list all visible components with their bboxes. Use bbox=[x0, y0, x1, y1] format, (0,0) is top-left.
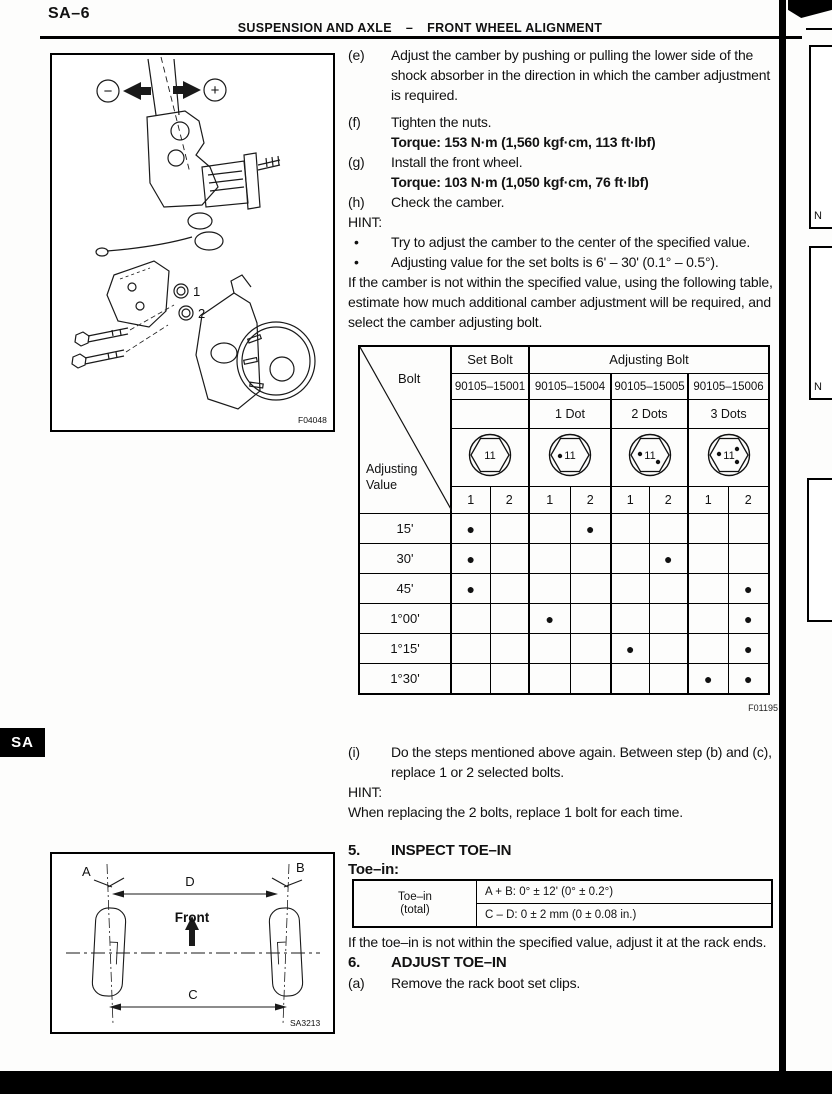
instruction-column bbox=[348, 45, 782, 993]
empty-cell bbox=[451, 604, 490, 634]
dim-arrow-icon bbox=[266, 891, 278, 898]
step-label: (h) bbox=[348, 194, 365, 210]
empty-cell bbox=[688, 544, 728, 574]
bolt-selection-dot: ● bbox=[611, 634, 649, 664]
adjusting-value-row bbox=[359, 664, 769, 695]
empty-cell bbox=[728, 544, 769, 574]
toe-paragraph: If the toe–in is not within the specified value, adjust it at the rack ends. bbox=[348, 934, 767, 950]
empty-cell bbox=[490, 664, 529, 695]
section-title: SUSPENSION AND AXLE bbox=[237, 21, 392, 35]
brake-disc bbox=[237, 322, 315, 400]
step-label: (e) bbox=[348, 47, 365, 63]
step-g bbox=[348, 152, 782, 172]
label-a: A bbox=[82, 864, 91, 879]
empty-cell bbox=[688, 634, 728, 664]
bolt-selection-dot: ● bbox=[728, 574, 769, 604]
toe-in-subheading: Toe–in: bbox=[348, 861, 399, 878]
facing-page-box bbox=[807, 478, 832, 622]
step-label: (f) bbox=[348, 114, 361, 130]
empty-cell bbox=[570, 664, 611, 695]
adjusting-value-label: 45' bbox=[359, 574, 451, 604]
spec-value: C – D: 0 ± 2 mm (0 ± 0.08 in.) bbox=[477, 904, 773, 928]
page-gutter-shadow bbox=[779, 0, 786, 1072]
dots-label: 3 Dots bbox=[688, 400, 769, 429]
set-bolt-head-icon bbox=[467, 449, 513, 481]
dim-arrow-icon bbox=[109, 1004, 121, 1011]
step-text: Install the front wheel. bbox=[391, 154, 523, 170]
toe-in-spec-table bbox=[352, 879, 773, 928]
heading-inspect-toe-in bbox=[348, 840, 782, 861]
empty-cell bbox=[529, 574, 570, 604]
bolt-selection-dot: ● bbox=[451, 574, 490, 604]
facing-page-box bbox=[809, 246, 832, 400]
bolt-selection-dot: ● bbox=[570, 514, 611, 544]
camber-bolt-table-wrap bbox=[358, 345, 782, 718]
adjusting-value-row bbox=[359, 514, 769, 544]
dots-label bbox=[451, 400, 529, 429]
spec-value: A + B: 0° ± 12' (0° ± 0.2°) bbox=[477, 880, 773, 904]
step-e bbox=[348, 45, 782, 105]
empty-cell bbox=[529, 514, 570, 544]
position-header: 1 bbox=[529, 487, 570, 514]
adjusting-value-row bbox=[359, 544, 769, 574]
empty-cell bbox=[490, 604, 529, 634]
part-label-2: 2 bbox=[198, 306, 206, 321]
label-b: B bbox=[296, 860, 305, 875]
right-tire bbox=[269, 907, 304, 996]
camber-bolt-table bbox=[358, 345, 770, 695]
bolt-selection-dot: ● bbox=[649, 544, 688, 574]
empty-cell bbox=[570, 634, 611, 664]
header-rule bbox=[40, 36, 802, 39]
position-header: 2 bbox=[490, 487, 529, 514]
adjusting-value-row bbox=[359, 574, 769, 604]
hint-label: HINT: bbox=[348, 784, 383, 800]
step-text: Check the camber. bbox=[391, 194, 505, 210]
facing-box-label: N bbox=[814, 381, 822, 393]
heading-title: ADJUST TOE–IN bbox=[391, 954, 507, 971]
tie-rod bbox=[107, 237, 192, 251]
empty-cell bbox=[649, 634, 688, 664]
step-text: Do the steps mentioned above again. Between step (b) and (c), replace 1 or 2 selected bolts. bbox=[391, 744, 772, 780]
empty-cell bbox=[490, 574, 529, 604]
corner-label-adjusting-value: Adjusting Value bbox=[366, 462, 418, 492]
empty-cell bbox=[570, 544, 611, 574]
position-header: 2 bbox=[728, 487, 769, 514]
bolt-selection-dot: ● bbox=[529, 604, 570, 634]
hint-bullet bbox=[348, 252, 782, 272]
empty-cell bbox=[451, 664, 490, 695]
bolt-selection-dot: ● bbox=[728, 634, 769, 664]
plus-symbol: + bbox=[210, 82, 220, 99]
dots-label: 2 Dots bbox=[611, 400, 688, 429]
nut-2 bbox=[179, 306, 193, 320]
position-header: 1 bbox=[611, 487, 649, 514]
bolt-selection-dot: ● bbox=[688, 664, 728, 695]
dots-label: 1 Dot bbox=[529, 400, 611, 429]
hint-label: HINT: bbox=[348, 214, 383, 230]
step-f bbox=[348, 112, 782, 132]
camber-plate bbox=[107, 261, 169, 327]
page-code: SA–6 bbox=[48, 5, 91, 22]
adjusting-bolt-header: Adjusting Bolt bbox=[529, 346, 769, 374]
nut-1 bbox=[174, 284, 188, 298]
hint-bullet-text: Adjusting value for the set bolts is 6' – 30' (0.1° – 0.5°). bbox=[391, 254, 719, 270]
camber-paragraph: If the camber is not within the specified value, using the following table, estimate how much additional camber adjustment will be required, and select the camber adjusting bolt. bbox=[348, 274, 773, 330]
empty-cell bbox=[649, 604, 688, 634]
part-number: 90105–15005 bbox=[611, 374, 688, 400]
empty-cell bbox=[451, 634, 490, 664]
torque-spec: Torque: 153 N·m (1,560 kgf·cm, 113 ft·lbf) bbox=[391, 134, 656, 150]
steering-knuckle bbox=[196, 293, 260, 409]
hint-bullet bbox=[348, 232, 782, 252]
empty-cell bbox=[688, 574, 728, 604]
empty-cell bbox=[490, 514, 529, 544]
step-a bbox=[348, 973, 782, 993]
bolt-table-body bbox=[359, 514, 769, 695]
figure-code: SA3213 bbox=[290, 1018, 321, 1028]
toe-in-figure bbox=[50, 852, 335, 1034]
empty-cell bbox=[688, 604, 728, 634]
title-dash: – bbox=[405, 21, 414, 35]
svg-text:11: 11 bbox=[643, 449, 656, 462]
bolt-selection-dot: ● bbox=[451, 514, 490, 544]
empty-cell bbox=[529, 634, 570, 664]
spec-row-label bbox=[353, 880, 477, 927]
adjusting-value-label: 1°00' bbox=[359, 604, 451, 634]
part-number: 90105–15001 bbox=[451, 374, 529, 400]
camber-bolt-2 bbox=[72, 354, 86, 368]
label-c: C bbox=[188, 987, 198, 1002]
empty-cell bbox=[611, 514, 649, 544]
minus-symbol: − bbox=[103, 83, 113, 100]
hint-bullet-text: Try to adjust the camber to the center of the specified value. bbox=[391, 234, 751, 250]
step-text: Tighten the nuts. bbox=[391, 114, 492, 130]
heading-number: 5. bbox=[348, 842, 361, 859]
part-number: 90105–15004 bbox=[529, 374, 611, 400]
bolt-selection-dot: ● bbox=[728, 604, 769, 634]
figure-code: F04048 bbox=[298, 415, 327, 425]
page-title bbox=[30, 21, 810, 35]
table-figure-code: F01195 bbox=[748, 703, 778, 713]
step-i bbox=[348, 742, 782, 782]
bolt-selection-dot: ● bbox=[451, 544, 490, 574]
strut-bracket bbox=[147, 111, 218, 207]
empty-cell bbox=[611, 664, 649, 695]
spec-label-line1: Toe–in bbox=[398, 890, 432, 903]
part-number: 90105–15006 bbox=[688, 374, 769, 400]
position-header: 2 bbox=[570, 487, 611, 514]
label-d: D bbox=[185, 874, 195, 889]
step-text: Adjust the camber by pushing or pulling the lower side of the shock absorber in the direction in which the camber adjustment is required. bbox=[391, 47, 771, 103]
adjusting-value-label: 30' bbox=[359, 544, 451, 574]
bolt-selection-dot: ● bbox=[728, 664, 769, 695]
heading-number: 6. bbox=[348, 954, 361, 971]
empty-cell bbox=[529, 544, 570, 574]
spec-label-line2: (total) bbox=[400, 903, 430, 916]
empty-cell bbox=[611, 574, 649, 604]
adjusting-value-label: 15' bbox=[359, 514, 451, 544]
position-header: 2 bbox=[649, 487, 688, 514]
empty-cell bbox=[649, 574, 688, 604]
empty-cell bbox=[611, 604, 649, 634]
facing-page-box bbox=[809, 45, 832, 229]
heading-title: INSPECT TOE–IN bbox=[391, 842, 512, 859]
camber-adjustment-figure bbox=[50, 53, 335, 432]
svg-text:11: 11 bbox=[564, 449, 576, 462]
empty-cell bbox=[570, 604, 611, 634]
empty-cell bbox=[490, 634, 529, 664]
step-h bbox=[348, 192, 782, 212]
front-label: Front bbox=[174, 910, 210, 925]
empty-cell bbox=[649, 514, 688, 544]
svg-text:11: 11 bbox=[722, 449, 735, 462]
two-dots-bolt-head-icon bbox=[627, 449, 673, 481]
step-label: (g) bbox=[348, 154, 365, 170]
section-tab-sa: SA bbox=[0, 728, 45, 757]
camber-arrow-left-icon bbox=[123, 82, 151, 100]
set-bolt-header: Set Bolt bbox=[451, 346, 529, 374]
empty-cell bbox=[688, 514, 728, 544]
part-label-1: 1 bbox=[193, 284, 201, 299]
adjusting-value-row bbox=[359, 604, 769, 634]
empty-cell bbox=[529, 664, 570, 695]
facing-page-rule bbox=[806, 28, 832, 30]
position-header: 1 bbox=[451, 487, 490, 514]
chapter-title: FRONT WHEEL ALIGNMENT bbox=[427, 21, 603, 35]
empty-cell bbox=[611, 544, 649, 574]
step-text: Remove the rack boot set clips. bbox=[391, 975, 581, 991]
bullet-icon: • bbox=[354, 234, 359, 250]
heading-adjust-toe-in bbox=[348, 952, 782, 973]
position-header: 1 bbox=[688, 487, 728, 514]
camber-bolt-1 bbox=[75, 332, 89, 346]
adjusting-value-label: 1°15' bbox=[359, 634, 451, 664]
facing-box-label: N bbox=[814, 210, 822, 222]
scan-artifact-bottom bbox=[0, 1071, 832, 1094]
scan-artifact-top-right bbox=[788, 0, 832, 18]
one-dot-bolt-head-icon bbox=[547, 449, 593, 481]
bullet-icon: • bbox=[354, 254, 359, 270]
empty-cell bbox=[490, 544, 529, 574]
dim-arrow-icon bbox=[112, 891, 124, 898]
step-label: (a) bbox=[348, 975, 365, 991]
torque-spec: Torque: 103 N·m (1,050 kgf·cm, 76 ft·lbf) bbox=[391, 174, 649, 190]
empty-cell bbox=[649, 664, 688, 695]
step-label: (i) bbox=[348, 744, 360, 760]
corner-label-bolt: Bolt bbox=[398, 371, 421, 386]
empty-cell bbox=[570, 574, 611, 604]
hint-text: When replacing the 2 bolts, replace 1 bolt for each time. bbox=[348, 804, 683, 820]
three-dots-bolt-head-icon bbox=[706, 449, 752, 481]
empty-cell bbox=[728, 514, 769, 544]
svg-text:11: 11 bbox=[484, 449, 496, 462]
table-corner-cell bbox=[359, 346, 451, 514]
dim-arrow-icon bbox=[275, 1004, 287, 1011]
adjusting-value-row bbox=[359, 634, 769, 664]
adjusting-value-label: 1°30' bbox=[359, 664, 451, 695]
